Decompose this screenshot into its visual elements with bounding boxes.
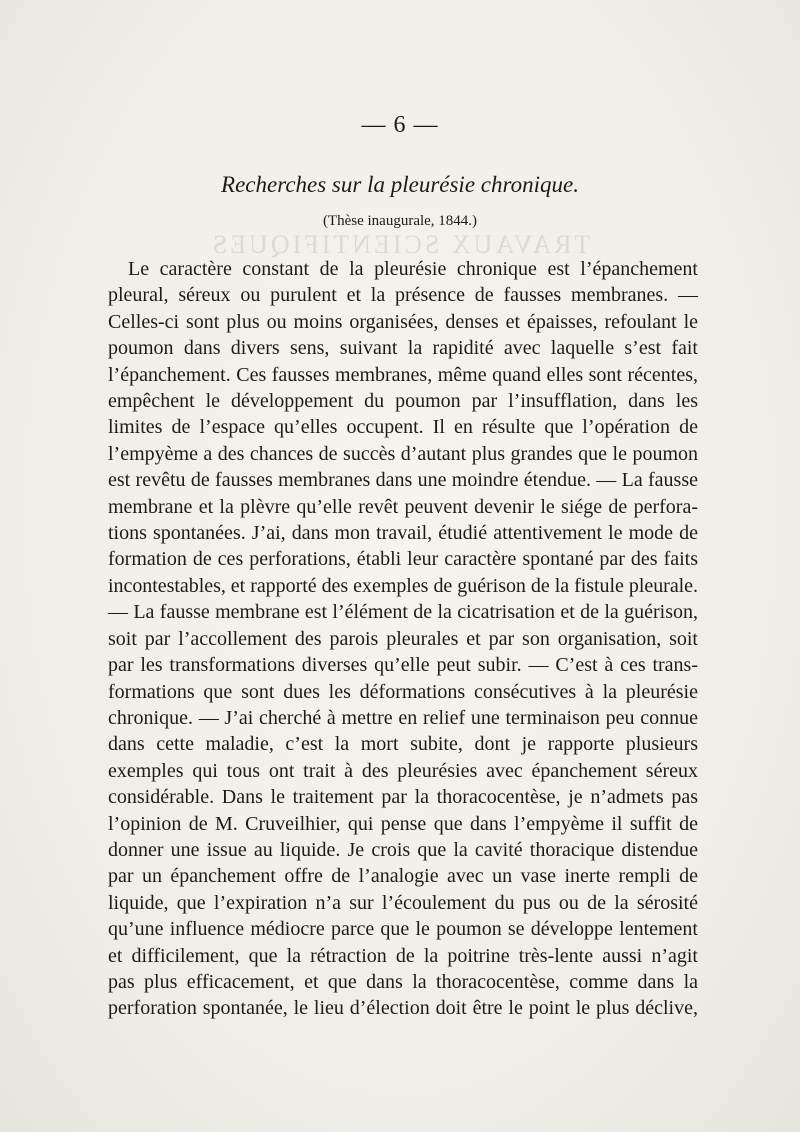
bleed-through-text: TRAVAUX SCIENTIFIQUES	[209, 230, 591, 259]
text-line: pas plus efficacement, et que dans la thoracocentèse, comme dans la	[108, 970, 698, 993]
page-number: — 6 —	[361, 112, 439, 138]
text-line: est revêtu de fausses membranes dans une moindre étendue. — La fausse	[108, 469, 698, 492]
text-line: et difficilement, que la rétraction de la poitrine très-lente aussi n’agit	[108, 944, 698, 967]
text-line: l’empyème a des chances de succès d’autant plus grandes que le poumon	[108, 442, 698, 465]
text-line: chronique. — J’ai cherché à mettre en relief une terminaison peu connue	[108, 706, 698, 729]
text-line: tions spontanées. J’ai, dans mon travail, étudié attentivement le mode de	[108, 522, 698, 545]
text-line: par les transformations diverses qu’elle peut subir. — C’est à ces trans-	[108, 654, 698, 677]
text-line: empêchent le développement du poumon par l’insufflation, dans les	[108, 390, 698, 413]
text-line: formation de ces perforations, établi leur caractère spontané par des faits	[108, 548, 698, 571]
text-line: Le caractère constant de la pleurésie chronique est l’épanchement	[128, 258, 698, 280]
text-line: limites de l’espace qu’elles occupent. Il en résulte que l’opération de	[108, 416, 698, 439]
text-line: poumon dans divers sens, suivant la rapidité avec laquelle s’est fait	[108, 337, 698, 360]
text-line: l’opinion de M. Cruveilhier, qui pense que dans l’empyème il suffit de	[108, 812, 698, 835]
text-line: par un épanchement offre de l’analogie avec un vase inerte rempli de	[108, 865, 698, 888]
text-line: liquide, que l’expiration n’a sur l’écoulement du pus ou de la sérosité	[108, 891, 698, 914]
text-line: Celles-ci sont plus ou moins organisées, denses et épaisses, refoulant le	[108, 310, 698, 333]
text-line: exemples qui tous ont trait à des pleurésies avec épanchement séreux	[108, 759, 698, 782]
text-line: incontestables, et rapporté des exemples de guérison de la fistule pleurale.	[108, 574, 698, 597]
text-line: l’épanchement. Ces fausses membranes, même quand elles sont récentes,	[108, 363, 698, 386]
text-line: soit par l’accollement des parois pleurales et par son organisation, soit	[108, 627, 698, 650]
text-line: membrane et la plèvre qu’elle revêt peuvent devenir le siége de perfora-	[108, 495, 698, 518]
text-line: pleural, séreux ou purulent et la présence de fausses membranes. —	[108, 284, 698, 307]
section-subtitle: (Thèse inaugurale, 1844.)	[322, 213, 478, 229]
text-line: qu’une influence médiocre parce que le poumon se développe lentement	[108, 918, 698, 941]
text-line: formations que sont dues les déformations consécutives à la pleurésie	[108, 680, 698, 703]
text-line: — La fausse membrane est l’élément de la cicatrisation et de la guérison,	[108, 601, 698, 624]
text-line: dans cette maladie, c’est la mort subite, dont je rapporte plusieurs	[108, 733, 698, 756]
text-line: considérable. Dans le traitement par la thoracocentèse, je n’admets pas	[108, 786, 698, 809]
text-line: perforation spontanée, le lieu d’élection doit être le point le plus déclive,	[108, 997, 698, 1020]
text-line: donner une issue au liquide. Je crois que la cavité thoracique distendue	[108, 838, 698, 861]
body-paragraph	[108, 256, 698, 1022]
section-title: Recherches sur la pleurésie chronique.	[221, 172, 579, 197]
